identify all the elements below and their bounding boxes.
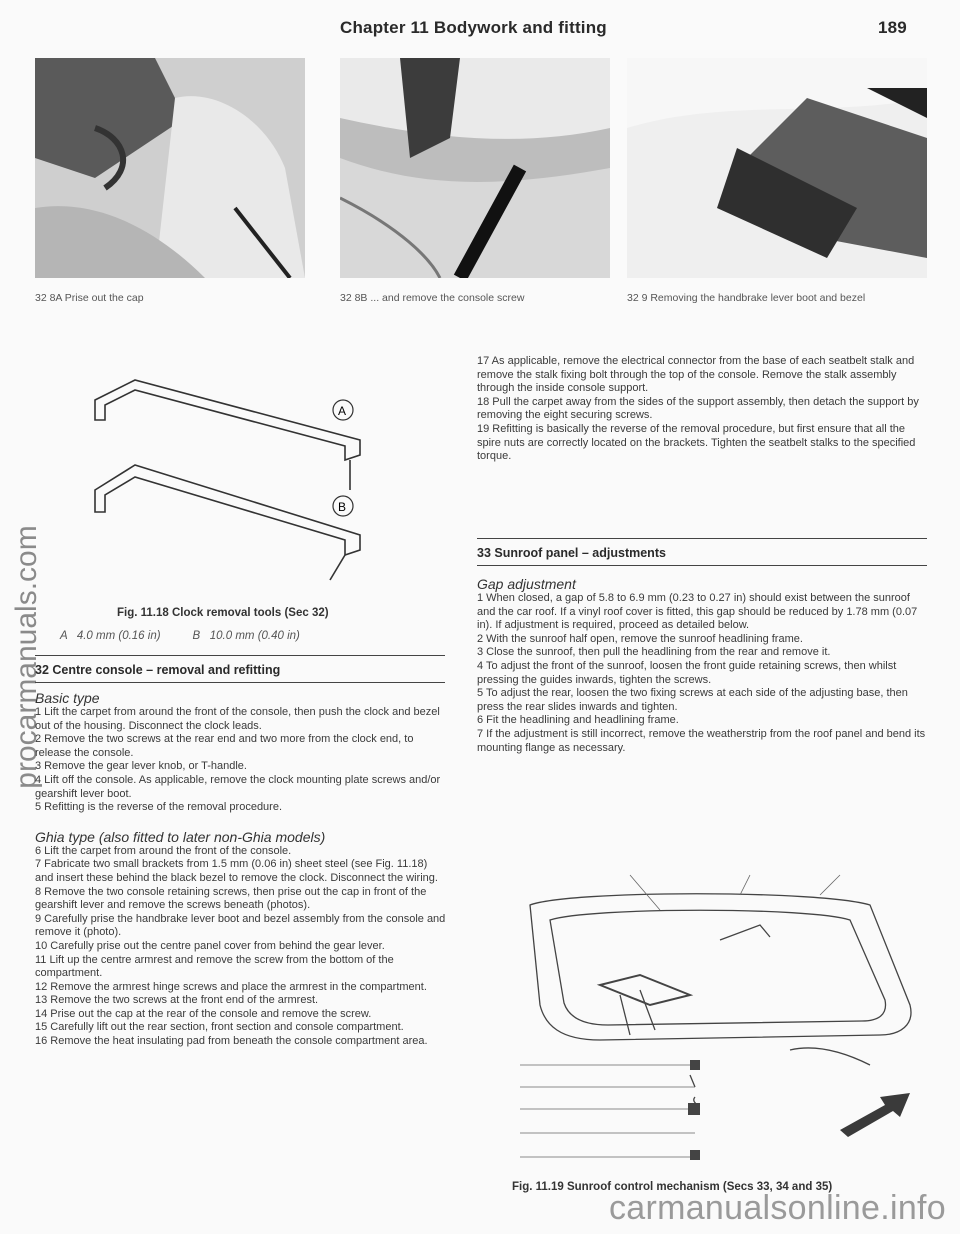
fig18-caption: Fig. 11.18 Clock removal tools (Sec 32) xyxy=(117,607,329,619)
step-paragraph: 1 When closed, a gap of 5.8 to 6.9 mm (0.23 to 0.27 in) should exist between the sunroof and the car roof. If a vinyl roof cover is fitted, this gap should be reduced by 1.78 mm (0.07 in). If adjustment is required, proceed as detailed below. xyxy=(477,592,918,632)
step-paragraph: 3 Close the sunroof, then pull the headlining from the rear and remove it. xyxy=(477,646,831,659)
fig18-label-a: A xyxy=(338,404,347,418)
page-header xyxy=(340,18,940,38)
photo-handbrake-boot xyxy=(627,58,927,278)
sec33-title: 33 Sunroof panel – adjustments xyxy=(477,546,666,560)
photo-caption-3: 32 9 Removing the handbrake lever boot and bezel xyxy=(627,292,866,304)
chapter-title: Chapter 11 Bodywork and fitting xyxy=(340,18,607,37)
fig18-dimensions: A 4.0 mm (0.16 in) B 10.0 mm (0.40 in) xyxy=(60,630,300,642)
step-paragraph: 17 As applicable, remove the electrical connector from the base of each seatbelt stalk and remove the stalk fixing bolt through the top of the console. Remove the stalk assembly through the inside console support. xyxy=(477,355,915,395)
step-paragraph: 7 Fabricate two small brackets from 1.5 mm (0.06 in) sheet steel (see Fig. 11.18) and insert these behind the black bezel to remove the clock. Disconnect the wiring. xyxy=(35,858,438,884)
gap-adjustment-heading: Gap adjustment xyxy=(477,576,576,592)
sec32-continued xyxy=(477,355,927,464)
photo-console-screw xyxy=(340,58,610,278)
step-paragraph: 4 Lift off the console. As applicable, remove the clock mounting plate screws and/or gearshift lever boot. xyxy=(35,773,441,800)
step-paragraph: 18 Pull the carpet away from the sides of the support assembly, then detach the support by removing the eight securing screws. xyxy=(477,395,919,422)
basic-type-heading: Basic type xyxy=(35,690,100,706)
fig-clock-removal-tools xyxy=(75,360,365,590)
sec32-body xyxy=(35,690,447,1049)
step-paragraph: 3 Remove the gear lever knob, or T-handle. xyxy=(35,760,247,773)
step-paragraph: 1 Lift the carpet from around the front of the console, then push the clock and bezel out of the housing. Disconnect the clock leads. xyxy=(35,706,440,732)
step-paragraph: 16 Remove the heat insulating pad from beneath the console compartment area. xyxy=(35,1035,428,1048)
fig-sunroof-mechanism xyxy=(490,865,935,1165)
step-paragraph: 6 Fit the headlining and headlining frame. xyxy=(477,714,679,727)
fig19-caption: Fig. 11.19 Sunroof control mechanism (Secs 33, 34 and 35) xyxy=(512,1181,833,1193)
step-paragraph: 10 Carefully prise out the centre panel cover from behind the gear lever. xyxy=(35,939,385,952)
footer-watermark: carmanualsonline.info xyxy=(608,1189,946,1227)
sec33-body xyxy=(477,576,927,755)
photo-caption-2: 32 8B ... and remove the console screw xyxy=(340,292,525,304)
side-watermark: procarmanuals.com xyxy=(10,525,43,789)
step-paragraph: 8 Remove the two console retaining screws, then prise out the cap in front of the gearshift lever and remove the screws beneath (photos). xyxy=(35,885,427,912)
step-paragraph: 5 Refitting is the reverse of the removal procedure. xyxy=(35,801,283,814)
step-paragraph: 7 If the adjustment is still incorrect, remove the weatherstrip from the roof panel and bend its mounting flange as necessary. xyxy=(477,727,926,754)
fig18-label-b: B xyxy=(338,500,347,514)
sec32-rule-bottom xyxy=(35,682,445,683)
step-paragraph: 13 Remove the two screws at the front end of the armrest. xyxy=(35,994,319,1007)
sec33-rule-top xyxy=(477,538,927,539)
step-paragraph: 2 Remove the two screws at the rear end and two more from the clock end, to release the console. xyxy=(35,733,414,759)
step-paragraph: 11 Lift up the centre armrest and remove the screw from the bottom of the compartment. xyxy=(35,953,394,980)
gap-adjustment-steps xyxy=(477,592,927,755)
basic-type-steps xyxy=(35,706,447,815)
step-paragraph: 19 Refitting is basically the reverse of the removal procedure, but first ensure that all the spire nuts are correctly located on the brackets. Tighten the seatbelt stalks to the specified torque. xyxy=(477,422,916,463)
step-paragraph: 4 To adjust the front of the sunroof, loosen the front guide retaining screws, then whilst pressing the guides inwards, tighten the screws. xyxy=(477,659,897,686)
sec32-rule-top xyxy=(35,655,445,656)
photo-prise-cap xyxy=(35,58,305,278)
step-paragraph: 6 Lift the carpet from around the front of the console. xyxy=(35,844,292,857)
sec33-rule-bottom xyxy=(477,565,927,566)
photo-caption-1: 32 8A Prise out the cap xyxy=(35,292,144,304)
ghia-type-heading: Ghia type (also fitted to later non-Ghia models) xyxy=(35,828,326,845)
sec32-title: 32 Centre console – removal and refitting xyxy=(35,663,281,677)
step-paragraph: 14 Prise out the cap at the rear of the console and remove the screw. xyxy=(35,1007,372,1020)
step-paragraph: 5 To adjust the rear, loosen the two fixing screws at each side of the adjusting base, then press the rear slides inwards and tighten. xyxy=(477,687,908,713)
step-paragraph: 2 With the sunroof half open, remove the sunroof headlining frame. xyxy=(477,632,803,645)
ghia-type-steps xyxy=(35,845,447,1049)
page-number: 189 xyxy=(878,18,907,37)
step-paragraph: 9 Carefully prise the handbrake lever boot and bezel assembly from the console and remove it (photo). xyxy=(35,912,446,939)
step-paragraph: 15 Carefully lift out the rear section, front section and console compartment. xyxy=(35,1021,404,1034)
step-paragraph: 12 Remove the armrest hinge screws and place the armrest in the compartment. xyxy=(35,980,427,993)
direction-arrow-icon xyxy=(840,1093,910,1137)
